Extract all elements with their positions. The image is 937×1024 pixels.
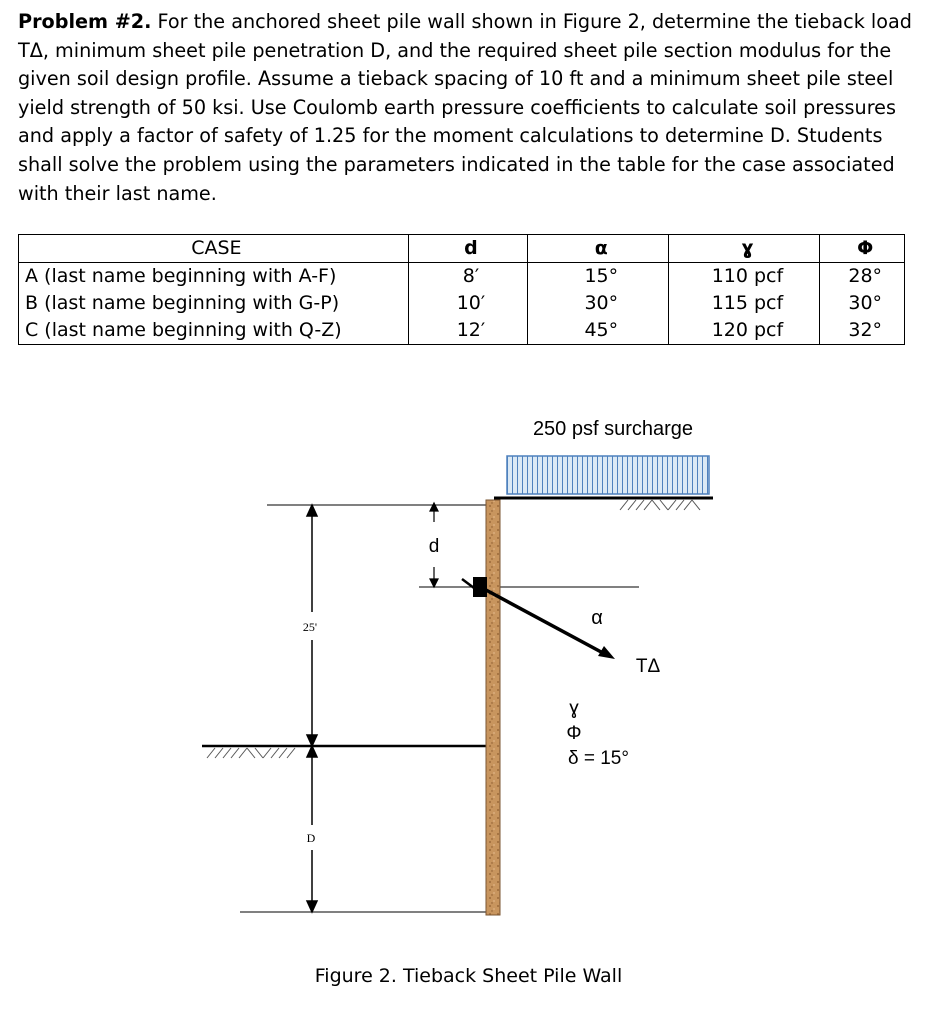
case-b-phi: 30°: [820, 290, 905, 317]
case-b-alpha: 30°: [528, 290, 669, 317]
alpha-label: α: [591, 607, 603, 629]
case-a-label: A (last name beginning with A-F): [19, 263, 409, 291]
soil-gamma-label: ɣ: [569, 698, 579, 719]
problem-text: For the anchored sheet pile wall shown in Figure 2, determine the tieback load TΔ, minimum sheet pile penetration D, and the required sheet pile section modulus for the given soil design profile. Assume a tieback spacing of 10 ft and a minimum sheet pile steel yield strength of 50 ksi. Use Coulomb earth pressure coefficients to calculate soil pressures and apply a factor of safety of 1.25 for the moment calculations to determine D. Students shall solve the problem using the parameters indicated in the table for the case associated with their last name.: [18, 10, 912, 205]
case-c-label: C (last name beginning with Q-Z): [19, 317, 409, 345]
soil-delta-label: δ = 15°: [568, 748, 629, 769]
anchor-plate: [473, 577, 487, 597]
tieback-rod: [486, 590, 603, 653]
sheet-pile-wall: [486, 500, 500, 915]
case-a-d: 8′: [408, 263, 527, 291]
figure-caption: Figure 2. Tieback Sheet Pile Wall: [314, 965, 623, 987]
dimension-D: [307, 746, 317, 912]
case-a-alpha: 15°: [528, 263, 669, 291]
problem-heading: Problem #2.: [18, 10, 152, 33]
header-gamma: ɣ: [669, 235, 820, 263]
case-c-phi: 32°: [820, 317, 905, 345]
case-b-label: B (last name beginning with G-P): [19, 290, 409, 317]
tieback-label: TΔ: [635, 656, 661, 677]
dimension-D-label: D: [306, 831, 316, 845]
case-a-phi: 28°: [820, 263, 905, 291]
header-phi: Φ: [820, 235, 905, 263]
backfill-ground-hatch: [620, 500, 700, 510]
surcharge-label: 250 psf surcharge: [532, 418, 694, 440]
header-d: d: [408, 235, 527, 263]
case-c-alpha: 45°: [528, 317, 669, 345]
case-a-gamma: 110 pcf: [669, 263, 820, 291]
tieback-arrowhead: [598, 646, 615, 659]
case-c-gamma: 120 pcf: [669, 317, 820, 345]
dimension-d-label: d: [428, 536, 440, 557]
dredge-ground-hatch: [207, 748, 295, 758]
case-b-d: 10′: [408, 290, 527, 317]
case-c-d: 12′: [408, 317, 527, 345]
header-case: CASE: [19, 235, 409, 263]
header-alpha: α: [528, 235, 669, 263]
case-b-gamma: 115 pcf: [669, 290, 820, 317]
dimension-25ft-label: 25': [302, 620, 318, 634]
soil-phi-label: Φ: [566, 723, 582, 744]
surcharge-load: [507, 456, 709, 494]
